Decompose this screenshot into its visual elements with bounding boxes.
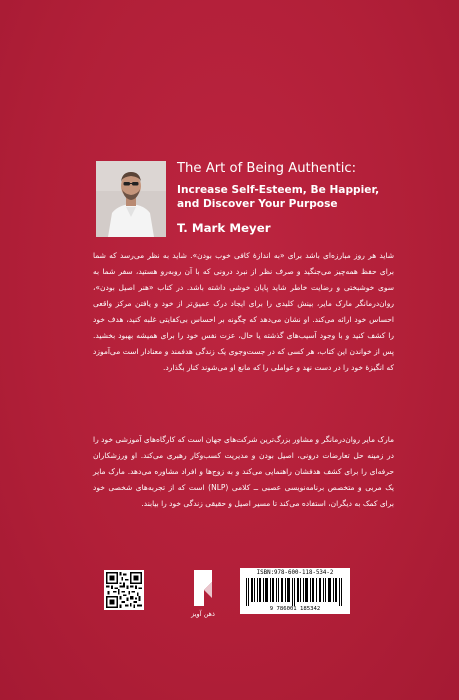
qr-code-icon	[104, 570, 144, 610]
isbn-text: ISBN:978-600-118-534-2	[256, 570, 334, 576]
book-subtitle: Increase Self-Esteem, Be Happier, and Discover Your Purpose	[177, 184, 380, 210]
book-title: The Art of Being Authentic:	[177, 161, 357, 176]
publisher-logo-icon	[190, 568, 216, 608]
book-header	[96, 160, 386, 240]
author-name: T. Mark Meyer	[177, 221, 271, 235]
publisher-name: ذهن آویز	[191, 610, 215, 618]
barcode-digits: 9 786001 185342	[269, 606, 321, 612]
barcode	[240, 568, 350, 614]
footer	[0, 560, 459, 620]
author-bio-paragraph: مارک مایر روان‌درمانگر و مشاور بزرگ‌ترین شرکت‌های جهان است که کارگاه‌های آموزشی خود را در زمینه حل تعارضات درونی، اصیل بودن و مدیریت کسب‌وکار رهبری می‌کند. او ورزشکاران حرفه‌ای را برای کشف هدفشان راهنمایی می‌کند و به زوج‌ها و افراد مشاوره می‌دهد. مارک مایر یک مربی و متخصص برنامه‌نویسی عصبی ــ کلامی (NLP) است که از تجربه‌های شخصی خود برای کمک به دیگران، استفاده می‌کند تا مسیر اصیل و حقیقی زندگی خود را بیابند.	[93, 435, 395, 508]
description-paragraph: شاید هر روز مبارزه‌ای باشد برای «به اندازهٔ کافی خوب بودن». شاید به نظر می‌رسد که شما برای حفظ همه‌چیز می‌جنگید و صرف نظر از نبرد درونی که با آن روبه‌رو هستید، سفر شما به سوی خوشبختی و رضایت خاطر شاید پایان خوشی داشته باشد. در کتاب «هنر اصیل بودن»، روان‌درمانگر مارک مایر، بینش کلیدی را برای ایجاد درک عمیق‌تر از خود و یافتن مرکز واقعی احساس خود ارائه می‌کند. او نشان می‌دهد که چگونه بر احساس بی‌کفایتی غلبه کنید، هدف خود را کشف کنید و با وجود آسیب‌های گذشته یا حال، عزت نفس خود را برای همیشه بهبود بخشید. پس از خواندن این کتاب، هر کسی که در جست‌وجوی یک زندگی هدفمند و معنادار است می‌آموزد که انگیزهٔ خود را در دست نهد و عواملی را که مانع او می‌شوند کنار بگذارد.	[93, 251, 394, 372]
title-group	[177, 160, 392, 235]
author-photo	[96, 161, 166, 237]
barcode-icon	[244, 578, 346, 606]
